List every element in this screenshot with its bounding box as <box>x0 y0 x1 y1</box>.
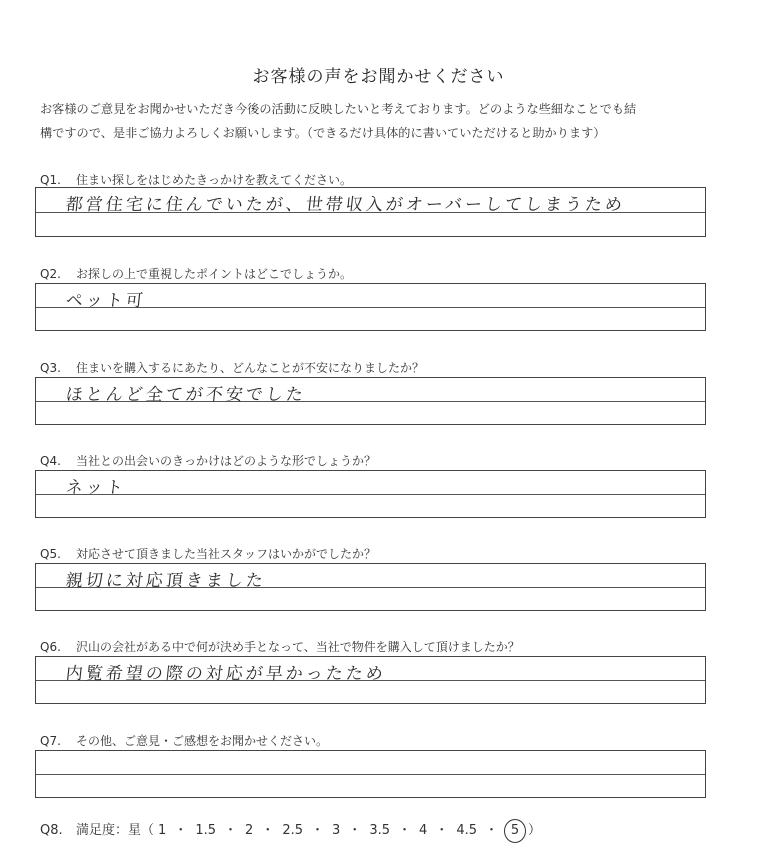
question-5-answer: 親切に対応頂きました <box>64 571 267 591</box>
question-5-answer-box[interactable] <box>35 563 706 611</box>
question-4-answer-box[interactable] <box>35 470 706 518</box>
rating-separator: ・ <box>485 823 499 838</box>
rating-option-4-5[interactable]: 4.5 <box>456 823 477 838</box>
intro-line-1: お客様のご意見をお聞かせいただき今後の活動に反映したいと考えております。どのような些細なことでも結 <box>40 102 637 116</box>
question-6-answer-box[interactable] <box>35 656 706 704</box>
question-3-number: Q3. <box>40 361 61 375</box>
question-5-text: 対応させて頂きました当社スタッフはいかがでしたか？ <box>76 547 377 561</box>
rating-separator: ・ <box>435 823 449 838</box>
intro-line-2: 構ですので、是非ご協力よろしくお願いします。（できるだけ具体的に書いていただけると助かります） <box>40 126 606 140</box>
question-5-label <box>40 545 376 562</box>
question-4-number: Q4. <box>40 454 61 468</box>
question-3-answer: ほとんど全てが不安でした <box>64 385 307 405</box>
question-1-answer-box[interactable] <box>35 187 706 237</box>
question-2-number: Q2. <box>40 267 61 281</box>
question-6-label <box>40 638 520 655</box>
rating-option-2[interactable]: 2 <box>245 823 254 838</box>
question-3-answer-box[interactable] <box>35 377 706 425</box>
rating-label: 満足度：星（ <box>76 823 155 838</box>
rating-option-1[interactable]: 1 <box>158 823 167 838</box>
answer-box-divider <box>36 494 705 495</box>
rating-option-5[interactable]: 5 <box>504 819 526 843</box>
question-5-number: Q5. <box>40 547 61 561</box>
rating-separator: ・ <box>348 823 362 838</box>
question-6-answer: 内覧希望の際の対応が早かったため <box>64 664 387 684</box>
rating-option-4[interactable]: 4 <box>419 823 428 838</box>
rating-option-2-5[interactable]: 2.5 <box>282 823 303 838</box>
rating-separator: ・ <box>224 823 238 838</box>
rating-separator: ・ <box>398 823 412 838</box>
question-1-answer: 都営住宅に住んでいたが、世帯収入がオーバーしてしまうため <box>64 195 626 215</box>
answer-box-divider <box>36 774 705 775</box>
question-7-answer-box[interactable] <box>35 750 706 798</box>
question-4-answer: ネット <box>64 478 127 498</box>
rating-option-1-5[interactable]: 1.5 <box>195 823 216 838</box>
rating-option-3[interactable]: 3 <box>332 823 341 838</box>
rating-separator: ・ <box>174 823 188 838</box>
question-1-number: Q1. <box>40 173 61 187</box>
question-1-text: 住まい探しをはじめたきっかけを教えてください。 <box>76 173 353 187</box>
rating-separator: ・ <box>311 823 325 838</box>
question-2-answer-box[interactable] <box>35 283 706 331</box>
question-7-text: その他、ご意見・ご感想をお聞かせください。 <box>76 734 329 748</box>
question-3-text: 住まいを購入するにあたり、どんなことが不安になりましたか？ <box>76 361 425 375</box>
question-2-answer: ペット可 <box>64 291 147 311</box>
question-6-number: Q6. <box>40 640 61 654</box>
satisfaction-rating <box>40 819 541 843</box>
question-8-number: Q8. <box>40 823 63 838</box>
rating-close: ） <box>528 823 542 838</box>
rating-option-3-5[interactable]: 3.5 <box>369 823 390 838</box>
rating-separator: ・ <box>261 823 275 838</box>
question-4-label <box>40 452 376 469</box>
question-3-label <box>40 359 424 376</box>
question-4-text: 当社との出会いのきっかけはどのような形でしょうか？ <box>76 454 377 468</box>
question-6-text: 沢山の会社がある中で何が決め手となって、当社で物件を購入して頂けましたか？ <box>76 640 520 654</box>
question-2-text: お探しの上で重視したポイントはどこでしょうか。 <box>76 267 353 281</box>
question-7-number: Q7. <box>40 734 61 748</box>
rating-options <box>154 823 528 838</box>
question-7-label <box>40 732 328 749</box>
page-title: お客様の声をお聞かせください <box>252 67 505 87</box>
question-1-label <box>40 171 352 188</box>
question-2-label <box>40 265 352 282</box>
